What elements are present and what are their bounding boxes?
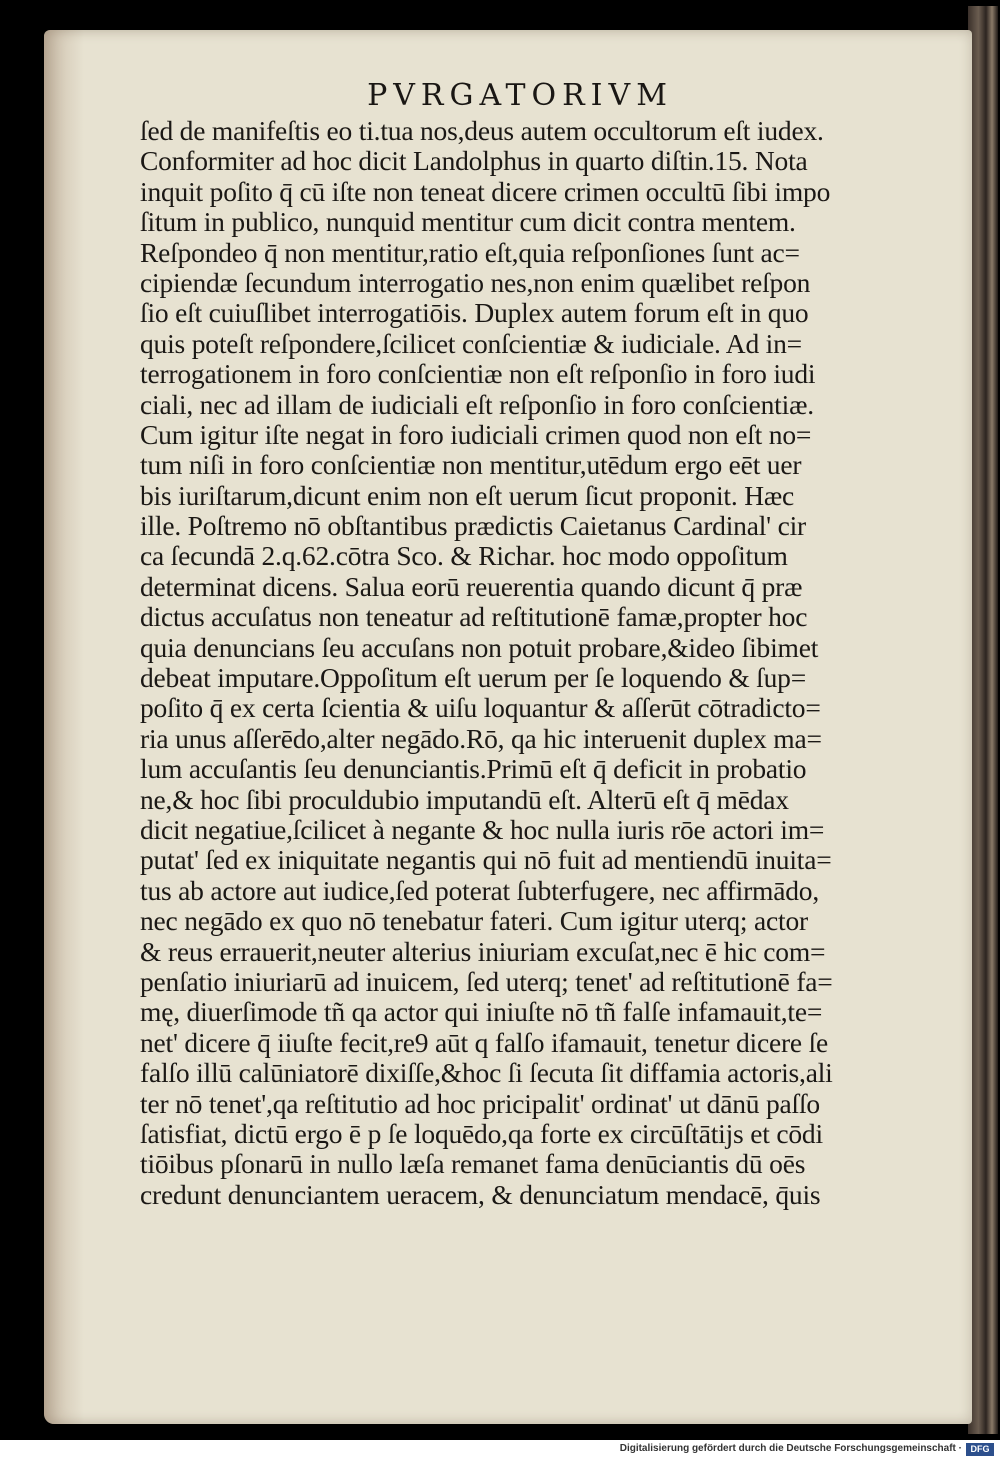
text-line: putat' ſed ex iniquitate negantis qui nō fuit ad mentiendū inuita= <box>140 845 832 876</box>
text-line: cipiendæ ſecundum interrogatio nes,non enim quælibet reſpon <box>140 267 811 298</box>
text-line: tiōibus pſonarū in nullo læſa remanet fama denūciantis dū oēs <box>140 1149 806 1180</box>
text-line: credunt denunciantem ueracem, & denunciatum mendacē, q̄uis <box>140 1179 821 1210</box>
text-line: ſatisfiat, dictū ergo ē p ſe loquēdo,qa forte ex circūſtātijs et cōdi <box>140 1118 823 1149</box>
running-head: PVRGATORIVM <box>367 78 673 113</box>
body-text <box>140 116 950 1210</box>
text-line: tum niſi in foro conſcientiæ non mentitur,utēdum ergo eēt uer <box>140 450 802 481</box>
text-line: net' dicere q̄ iiuſte fecit,re9 aūt q falſo ifamauit, tenetur dicere ſe <box>140 1027 829 1058</box>
text-line: ne,& hoc ſibi proculdubio imputandū eſt. Alterū eſt q̄ mēdax <box>140 784 789 815</box>
text-line: tus ab actore aut iudice,ſed poterat ſubterfugere, nec affirmādo, <box>140 875 820 906</box>
text-line: & reus errauerit,neuter alterius iniuriam excuſat,nec ē hic com= <box>140 936 826 967</box>
text-line: lum accuſantis ſeu denunciantis.Primū eſt q̄ deficit in probatio <box>140 754 807 785</box>
text-line: bis iuriſtarum,dicunt enim non eſt uerum ſicut proponit. Hæc <box>140 480 795 511</box>
text-line: debeat imputare.Oppoſitum eſt uerum per ſe loquendo & ſup= <box>140 663 807 694</box>
text-line: ter nō tenet',qa reſtitutio ad hoc pricipalit' ordinat' ut dānū paſſo <box>140 1088 820 1119</box>
text-line: quia denuncians ſeu accuſans non potuit probare,&ideo ſibimet <box>140 632 819 663</box>
text-line: mę, diuerſimode tñ qa actor qui iniuſte nō tñ falſe infamauit,te= <box>140 997 823 1028</box>
text-line: penſatio iniuriarū ad inuicem, ſed uterq; tenet' ad reſtitutionē fa= <box>140 966 833 997</box>
text-line: terrogationem in foro conſcientiæ non eſt reſponſio in foro iudi <box>140 359 816 390</box>
text-line: falſo illū calūniatorē dixiſſe,&hoc ſi ſecuta ſit diffamia actoris,ali <box>140 1058 833 1089</box>
text-line: ſitum in publico, nunquid mentitur cum dicit contra mentem. <box>140 207 796 238</box>
text-line: ſio eſt cuiuſlibet interrogatiōis. Duplex autem forum eſt in quo <box>140 298 809 329</box>
text-line: Reſpondeo q̄ non mentitur,ratio eſt,quia reſponſiones ſunt ac= <box>140 237 800 268</box>
funding-credit: Digitalisierung gefördert durch die Deutsche Forschungsgemeinschaft · <box>619 1443 962 1454</box>
text-line: ſed de manifeſtis eo ti.tua nos,deus autem occultorum eſt iudex. <box>140 116 824 146</box>
text-line: dictus accuſatus non teneatur ad reſtitutionē famæ,propter hoc <box>140 602 808 633</box>
text-line: quis poteſt reſpondere,ſcilicet conſcientiæ & iudiciale. Ad in= <box>140 328 802 359</box>
text-line: Cum igitur iſte negat in foro iudiciali crimen quod non eſt no= <box>140 419 812 450</box>
text-line: ca ſecundā 2.q.62.cōtra Sco. & Richar. hoc modo oppoſitum <box>140 541 788 572</box>
text-line: Conformiter ad hoc dicit Landolphus in quarto diſtin.15. Nota <box>140 146 808 177</box>
text-line: nec negādo ex quo nō tenebatur fateri. Cum igitur uterq; actor <box>140 906 808 937</box>
dfg-logo-icon: DFG <box>966 1443 994 1456</box>
text-line: ria unus aſſerēdo,alter negādo.Rō, qa hic interuenit duplex ma= <box>140 723 822 754</box>
text-line: inquit poſito q̄ cū iſte non teneat dicere crimen occultū ſibi impo <box>140 176 831 207</box>
text-line: determinat dicens. Salua eorū reuerentia quando dicunt q̄ præ <box>140 571 803 602</box>
book-page <box>44 30 972 1424</box>
spine-shadow <box>44 30 84 1424</box>
text-line: dicit negatiue,ſcilicet à negante & hoc nulla iuris rōe actori im= <box>140 814 825 845</box>
footer-bar <box>0 1440 1000 1460</box>
text-line: ciali, nec ad illam de iudiciali eſt reſponſio in foro conſcientiæ. <box>140 389 814 420</box>
book-fore-edge <box>968 6 998 1434</box>
text-line: poſito q̄ ex certa ſcientia & uiſu loquantur & aſſerūt cōtradicto= <box>140 693 821 724</box>
text-line: ille. Poſtremo nō obſtantibus prædictis Caietanus Cardinal' cir <box>140 511 806 542</box>
